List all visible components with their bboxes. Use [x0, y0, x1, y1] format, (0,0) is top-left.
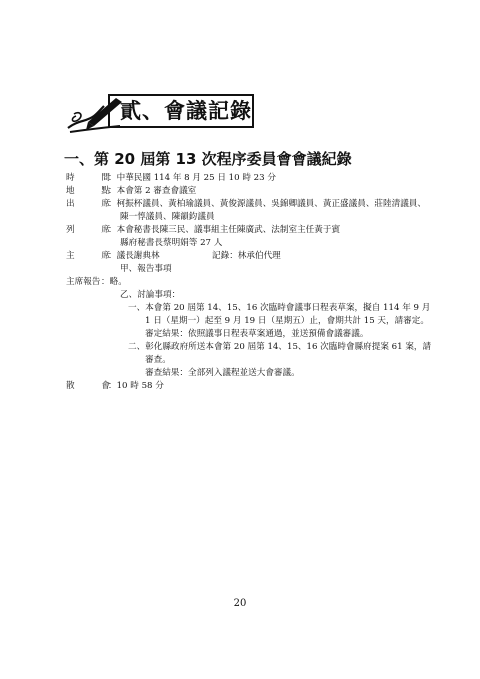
label-attend: 出 席	[66, 199, 110, 209]
label-time: 時 間	[66, 173, 110, 183]
report-items-label: 甲、報告事項	[120, 264, 172, 274]
item2-line2: 審查。	[145, 355, 171, 365]
label-present: 列 席	[66, 225, 110, 235]
value-present: ：本會秘書長陳三民、議事組主任陳廣武、法制室主任黃于賓	[108, 225, 341, 235]
page-number: 20	[233, 598, 247, 609]
meeting-heading: 一、第 20 屆第 13 次程序委員會會議紀錄	[64, 150, 352, 168]
label-chair: 主 席	[66, 251, 110, 261]
value-attend-cont: 陳一惇議員、陳韻鈞議員	[120, 212, 215, 222]
value-place: ：本會第 2 審查會議室	[108, 186, 197, 196]
section-title: 貳、會議記錄	[120, 98, 252, 123]
value-attend: ：柯振杯議員、黃柏瑜議員、黃俊源議員、吳錦卿議員、黃正盛議員、莊陸淸議員、	[108, 199, 426, 209]
label-chair-report: 主席報告	[66, 277, 101, 287]
item1-result: 審定結果：依照議事日程表草案通過，並送預備會議審議。	[145, 329, 369, 339]
value-chair-report: ：略。	[101, 277, 127, 287]
item2-line1: 二、彰化縣政府所送本會第 20 屆第 14、15、16 次臨時會縣府提案 61 案，請	[128, 342, 432, 352]
item2-result: 審查結果：全部列入議程並送大會審議。	[145, 368, 300, 378]
value-time: ：中華民國 114 年 8 月 25 日 10 時 23 分	[108, 173, 276, 183]
label-adjourn: 散 會	[66, 381, 110, 391]
value-present-cont: 縣府秘書長蔡明娟等 27 人	[120, 238, 223, 248]
value-adjourn: ：10 時 58 分	[108, 381, 164, 391]
item1-line1: 一、本會第 20 屆第 14、15、16 次臨時會議事日程表草案，擬自 114 年 9 月	[128, 303, 431, 313]
discussion-items-label: 乙、討論事項：	[120, 290, 181, 300]
value-recorder: 記錄：林承伯代理	[212, 251, 281, 261]
label-place: 地 點	[66, 186, 110, 196]
item1-line2: 1 日（星期一）起至 9 月 19 日（星期五）止，會期共計 15 天，請審定。	[145, 316, 429, 326]
section-banner	[64, 92, 254, 134]
value-chair: ：議長謝典林	[108, 251, 160, 261]
